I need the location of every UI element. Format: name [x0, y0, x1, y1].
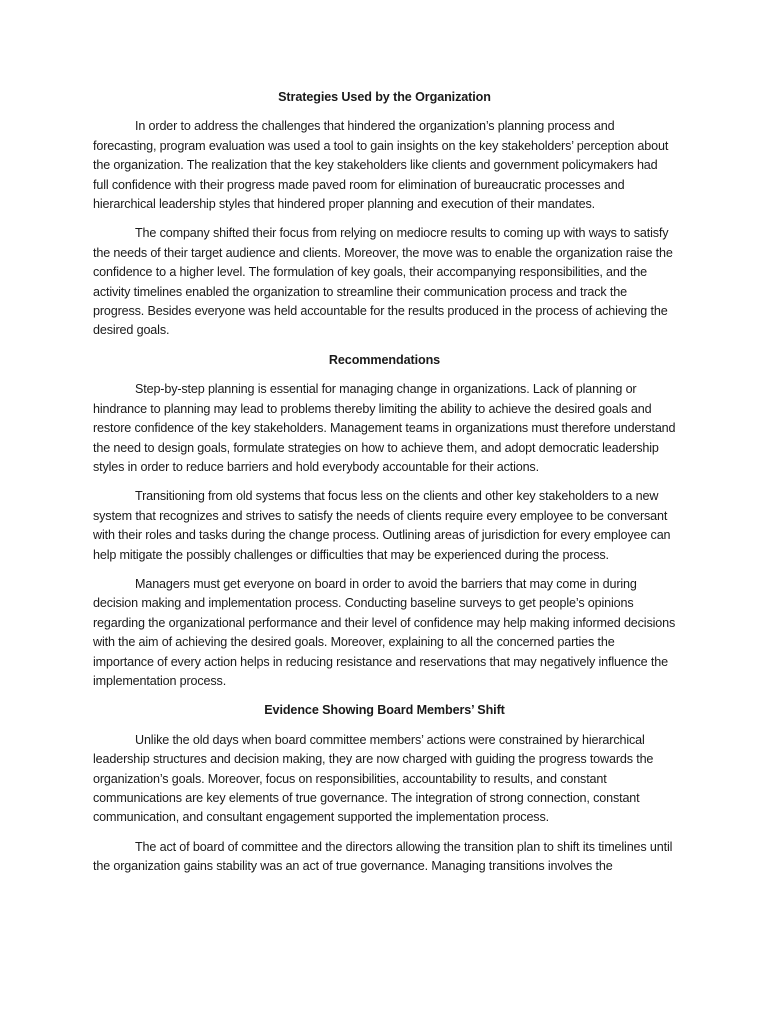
section-evidence	[93, 701, 676, 876]
document-page	[93, 88, 676, 877]
paragraph: Managers must get everyone on board in order to avoid the barriers that may come in during decision making and implementation process. Conducting baseline surveys to get people’s opinions regarding the organizational performance and their level of confidence may help making informed decisions with the aim of achieving the desired goals. Moreover, explaining to all the concerned parties the importance of every action helps in reducing resistance and reservations that may negatively influence the implementation process.	[93, 576, 676, 688]
section-heading: Evidence Showing Board Members’ Shift	[264, 703, 505, 718]
paragraph: In order to address the challenges that hindered the organization’s planning process and forecasting, program evaluation was used a tool to gain insights on the key stakeholders’ perception about the organization. The realization that the key stakeholders like clients and government policymakers had full confidence with their progress made paved room for elimination of bureaucratic processes and hierarchical leadership styles that hindered proper planning and execution of their mandates.	[93, 119, 669, 212]
section-recommendations	[93, 351, 676, 692]
section-heading: Strategies Used by the Organization	[278, 90, 491, 104]
paragraph: Unlike the old days when board committee members’ actions were constrained by hierarchical leadership structures and decision making, they are now charged with guiding the progress towards the organization’s goals. Moreover, focus on responsibilities, accountability to results, and constant communications are key elements of true governance. The integration of strong connection, constant communication, and consultant engagement supported the implementation process.	[93, 732, 654, 825]
paragraph: Transitioning from old systems that focus less on the clients and other key stakeholders to a new system that recognizes and strives to satisfy the needs of clients require every employee to be conversant with their roles and tasks during the change process. Outlining areas of jurisdiction for every employee can help mitigate the possibly challenges or difficulties that may be experienced during the process.	[93, 489, 671, 562]
paragraph: The company shifted their focus from relying on mediocre results to coming up with ways to satisfy the needs of their target audience and clients. Moreover, the move was to enable the organization raise the confidence to a higher level. The formulation of key goals, their accompanying responsibilities, and the activity timelines enabled the organization to streamline their communication process and track the progress. Besides everyone was held accountable for the results produced in the process of achieving the desired goals.	[93, 226, 673, 338]
section-strategies	[93, 88, 676, 341]
paragraph: The act of board of committee and the directors allowing the transition plan to shift its timelines until the organization gains stability was an act of true governance. Managing transitions involves the	[93, 839, 673, 874]
section-heading: Recommendations	[328, 352, 441, 367]
paragraph: Step-by-step planning is essential for managing change in organizations. Lack of planning or hindrance to planning may lead to problems thereby limiting the ability to achieve the desired goals and restore confidence of the key stakeholders. Management teams in organizations must therefore understand the need to design goals, formulate strategies on how to achieve them, and adopt democratic leadership styles in order to reduce barriers and hold everybody accountable for their actions.	[93, 382, 676, 474]
